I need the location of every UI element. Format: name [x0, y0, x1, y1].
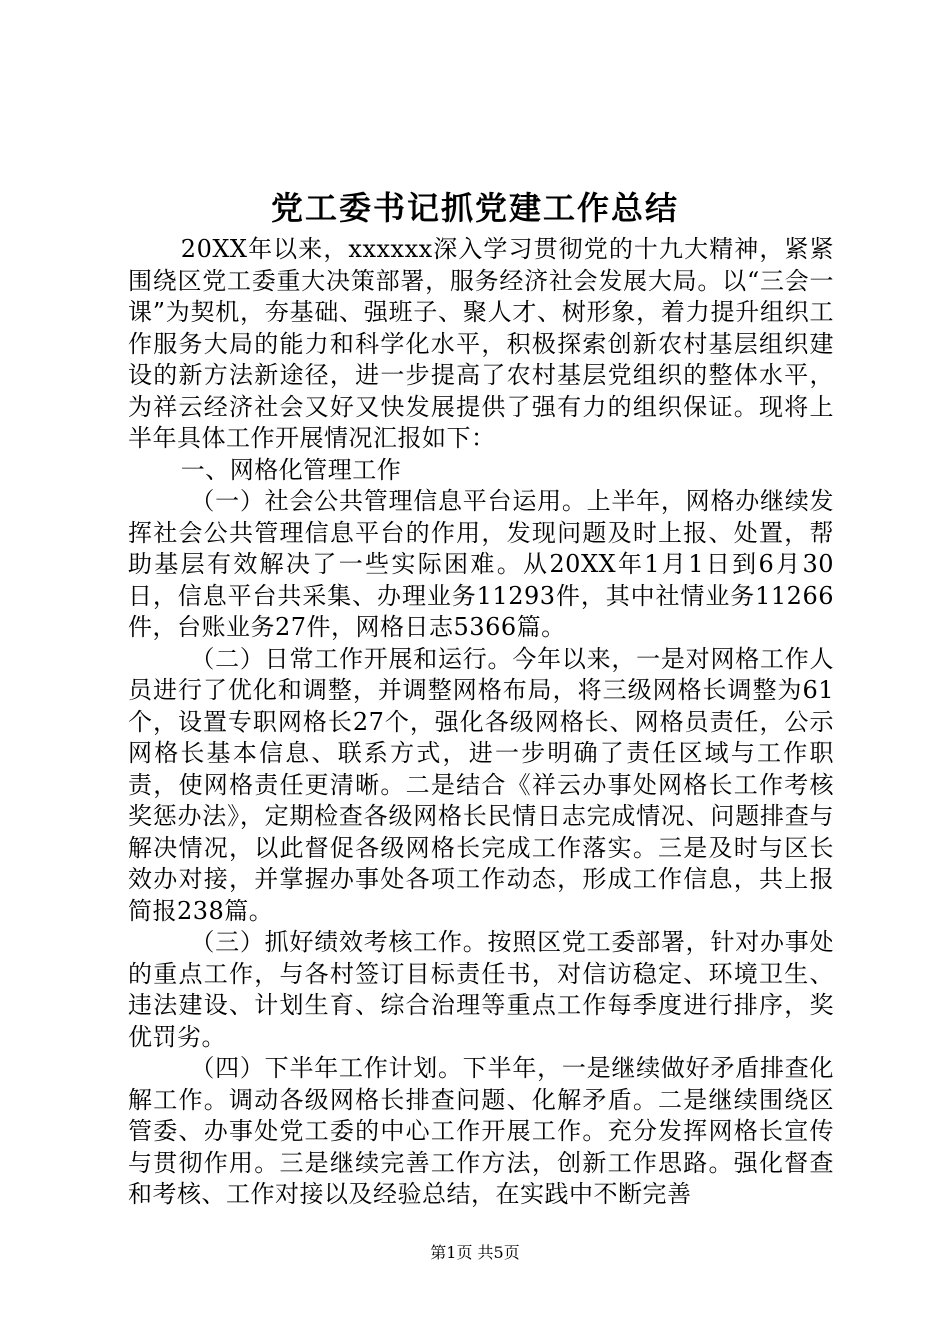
subsection-paragraph-1: （一）社会公共管理信息平台运用。上半年，网格办继续发挥社会公共管理信息平台的作用，发现问题及时上报、处置，帮助基层有效解决了一些实际困难。从20XX年1月1日到6月30日，信息平台共采集、办理业务11293件，其中社情业务11266件，台账业务27件，网格日志5366篇。: [128, 487, 834, 641]
document-title: 党工委书记抓党建工作总结: [270, 189, 679, 227]
section-heading: 一、网格化管理工作: [180, 455, 402, 484]
intro-paragraph: 20XX年以来，xxxxxx深入学习贯彻党的十九大精神，紧紧围绕区党工委重大决策部署，服务经济社会发展大局。以“三会一课”为契机，夯基础、强班子、聚人才、树形象，着力提升组织工作服务大局的能力和科学化水平，积极探索创新农村基层组织建设的新方法新途径，进一步提高了农村基层党组织的整体水平，为祥云经济社会又好又快发展提供了强有力的组织保证。现将上半年具体工作开展情况汇报如下：: [128, 235, 834, 452]
subsection-paragraph-3: （三）抓好绩效考核工作。按照区党工委部署，针对办事处的重点工作，与各村签订目标责任书，对信访稳定、环境卫生、违法建设、计划生育、综合治理等重点工作每季度进行排序，奖优罚劣。: [128, 928, 834, 1051]
page-number-footer: 第1页 共5页: [430, 1243, 520, 1262]
subsection-paragraph-2: （二）日常工作开展和运行。今年以来，一是对网格工作人员进行了优化和调整，并调整网格布局，将三级网格长调整为61个，设置专职网格长27个，强化各级网格长、网格员责任，公示网格长基本信息、联系方式，进一步明确了责任区域与工作职责，使网格责任更清晰。二是结合《祥云办事处网格长工作考核奖惩办法》，定期检查各级网格长民情日志完成情况、问题排查与解决情况，以此督促各级网格长完成工作落实。三是及时与区长效办对接，并掌握办事处各项工作动态，形成工作信息，共上报简报238篇。: [128, 644, 834, 925]
document-body: [128, 234, 834, 1211]
subsection-paragraph-4: （四）下半年工作计划。下半年，一是继续做好矛盾排查化解工作。调动各级网格长排查问题、化解矛盾。二是继续围绕区管委、办事处党工委的中心工作开展工作。充分发挥网格长宣传与贯彻作用。三是继续完善工作方法，创新工作思路。强化督查和考核、工作对接以及经验总结，在实践中不断完善: [128, 1054, 834, 1208]
